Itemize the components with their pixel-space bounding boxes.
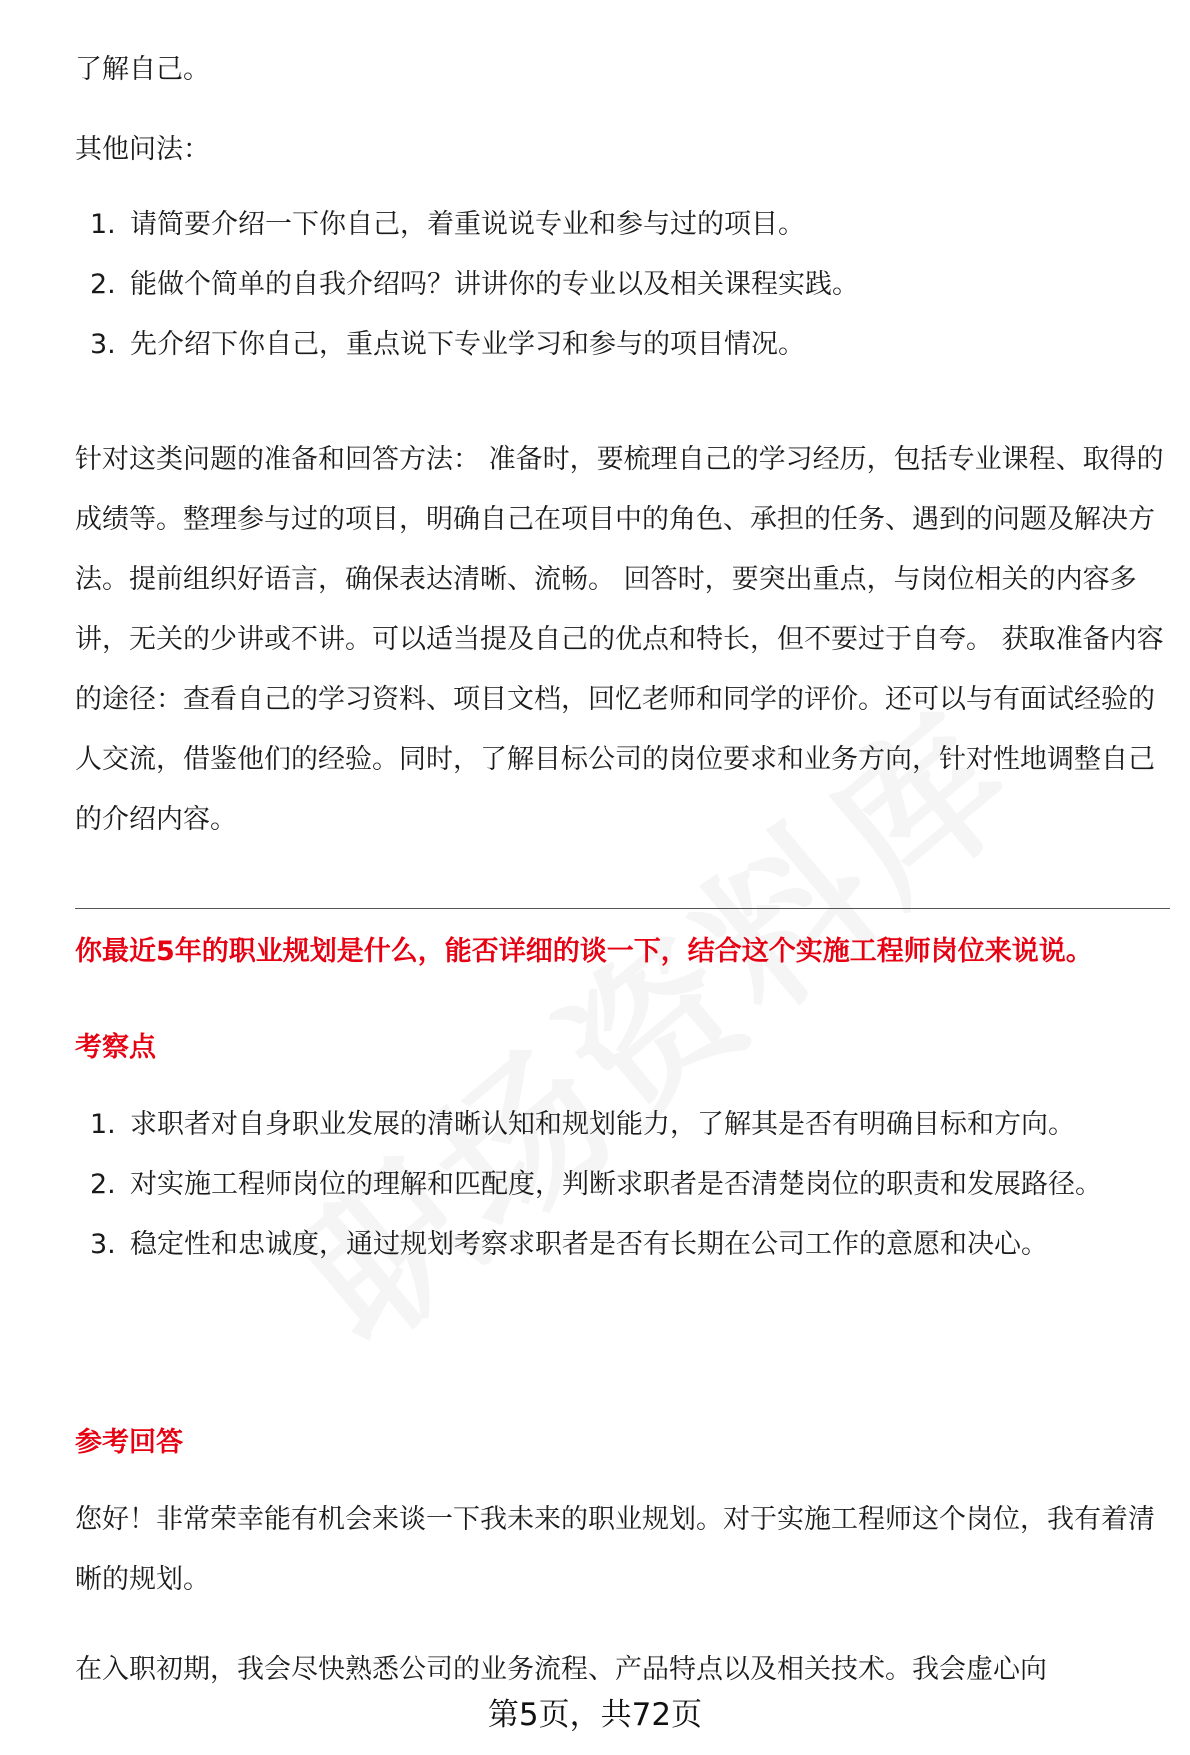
list-item: 3. 稳定性和忠诚度，通过规划考察求职者是否有长期在公司工作的意愿和决心。 [90, 1229, 1048, 1260]
question-heading: 你最近5年的职业规划是什么，能否详细的谈一下，结合这个实施工程师岗位来说说。 [75, 936, 1093, 967]
intro-tail-text: 了解自己。 [75, 54, 210, 85]
answer-paragraph: 您好！非常荣幸能有机会来谈一下我未来的职业规划。对于实施工程师这个岗位，我有着清晰的规划。 [75, 1504, 1155, 1595]
page-number-footer: 第5页，共72页 [487, 1697, 703, 1733]
other-ways-list [75, 195, 1170, 375]
list-item: 2. 对实施工程师岗位的理解和匹配度，判断求职者是否清楚岗位的职责和发展路径。 [90, 1169, 1102, 1200]
method-paragraph: 针对这类问题的准备和回答方法： 准备时，要梳理自己的学习经历，包括专业课程、取得的成绩等。整理参与过的项目，明确自己在项目中的角色、承担的任务、遇到的问题及解决方法。提前组织好语言，确保表达清晰、流畅。 回答时，要突出重点，与岗位相关的内容多讲，无关的少讲或不讲。可以适当提及自己的优点和特长，但不要过于自夸。 获取准备内容的途径：查看自己的学习资料、项目文档，回忆老师和同学的评价。还可以与有面试经验的人交流，借鉴他们的经验。同时，了解目标公司的岗位要求和业务方向，针对性地调整自己的介绍内容。 [75, 444, 1164, 835]
other-ways-label: 其他问法： [75, 134, 210, 165]
list-item: 1. 请简要介绍一下你自己，着重说说专业和参与过的项目。 [90, 209, 805, 240]
list-item: 3. 先介绍下你自己，重点说下专业学习和参与的项目情况。 [90, 329, 805, 360]
answer-label: 参考回答 [75, 1427, 183, 1458]
section-divider [75, 908, 1170, 909]
focus-label: 考察点 [75, 1032, 156, 1063]
focus-points-list [75, 1095, 1170, 1275]
answer-paragraph: 在入职初期，我会尽快熟悉公司的业务流程、产品特点以及相关技术。我会虚心向 [75, 1654, 1047, 1685]
list-item: 2. 能做个简单的自我介绍吗？讲讲你的专业以及相关课程实践。 [90, 269, 859, 300]
list-item: 1. 求职者对自身职业发展的清晰认知和规划能力，了解其是否有明确目标和方向。 [90, 1109, 1075, 1140]
